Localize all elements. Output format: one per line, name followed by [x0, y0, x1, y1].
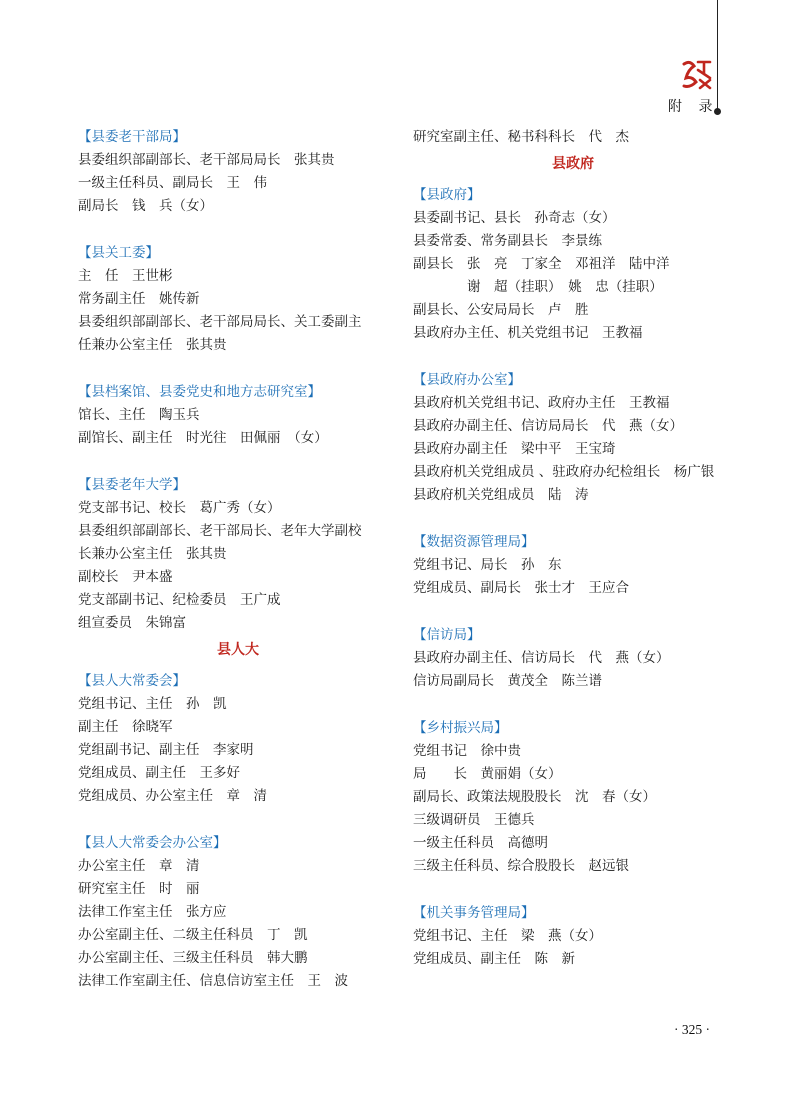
entry-line: 党组副书记、副主任 李家明	[78, 742, 254, 758]
entry-line: 办公室副主任、二级主任科员 丁 凯	[78, 927, 308, 943]
entry-line: 法律工作室主任 张方应	[78, 904, 227, 920]
entry-line: 党组成员、副主任 陈 新	[413, 951, 575, 967]
section-title: 【县人大常委会】	[78, 673, 186, 689]
entry-line: 副馆长、副主任 时光往 田佩丽 （女）	[78, 430, 328, 446]
entry-line: 组宣委员 朱锦富	[78, 615, 186, 631]
org-section	[413, 624, 733, 693]
entry-line: 常务副主任 姚传新	[78, 291, 200, 307]
org-section	[78, 126, 398, 218]
entry-line: 副县长 张 亮 丁家全 邓祖洋 陆中洋	[413, 256, 670, 272]
section-title: 【县委老干部局】	[78, 129, 186, 145]
org-section	[78, 474, 398, 635]
page-number: · 325 ·	[674, 1022, 710, 1037]
org-section	[78, 832, 398, 993]
entry-line: 局 长 黄丽娟（女）	[413, 766, 562, 782]
entry-line: 县委副书记、县长 孙奇志（女）	[413, 210, 616, 226]
entry-line: 党组成员、副主任 王多好	[78, 765, 240, 781]
entry-line: 党支部书记、校长 葛广秀（女）	[78, 500, 281, 516]
entry-line: 县委组织部副部长、老干部局局长 张其贵	[78, 152, 335, 168]
category-heading: 县政府	[552, 156, 594, 172]
entry-line: 党组书记、局长 孙 东	[413, 557, 562, 573]
org-section	[413, 902, 733, 971]
entry-line: 县政府办副主任、信访局局长 代 燕（女）	[413, 418, 683, 434]
entry-line: 研究室主任 时 丽	[78, 881, 200, 897]
section-title: 【县人大常委会办公室】	[78, 835, 227, 851]
yearbook-logo-icon	[680, 58, 714, 92]
section-title: 【信访局】	[413, 627, 481, 643]
entry-line: 副主任 徐晓军	[78, 719, 173, 735]
entry-line: 党组成员、副局长 张士才 王应合	[413, 580, 629, 596]
org-section	[413, 717, 733, 878]
entry-line: 长兼办公室主任 张其贵	[78, 546, 227, 562]
entry-line: 办公室副主任、三级主任科员 韩大鹏	[78, 950, 308, 966]
entry-line: 县政府办副主任、信访局长 代 燕（女）	[413, 650, 670, 666]
entry-line: 一级主任科员、副局长 王 伟	[78, 175, 267, 191]
entry-line: 信访局副局长 黄茂全 陈兰谱	[413, 673, 602, 689]
entry-line: 党支部副书记、纪检委员 王广成	[78, 592, 281, 608]
entry-line: 党组成员、办公室主任 章 清	[78, 788, 267, 804]
entry-line: 县委组织部副部长、老干部局局长、关工委副主	[78, 314, 362, 330]
entry-line: 县政府机关党组成员 、驻政府办纪检组长 杨广银	[413, 464, 715, 480]
entry-line: 研究室副主任、秘书科科长 代 杰	[413, 129, 629, 145]
entry-line: 副校长 尹本盛	[78, 569, 173, 585]
entry-line: 县政府机关党组成员 陆 涛	[413, 487, 589, 503]
entry-line: 三级主任科员、综合股股长 赵远银	[413, 858, 629, 874]
entry-line: 馆长、主任 陶玉兵	[78, 407, 200, 423]
entry-line: 县政府机关党组书记、政府办主任 王教福	[413, 395, 670, 411]
section-title: 【县政府办公室】	[413, 372, 521, 388]
section-title: 【县档案馆、县委党史和地方志研究室】	[78, 384, 321, 400]
org-section	[78, 381, 398, 450]
entry-line: 三级调研员 王德兵	[413, 812, 535, 828]
category-heading: 县人大	[217, 642, 259, 658]
org-section	[413, 531, 733, 600]
section-title: 【机关事务管理局】	[413, 905, 535, 921]
entry-line: 副县长、公安局局长 卢 胜	[413, 302, 589, 318]
entry-line: 一级主任科员 高德明	[413, 835, 548, 851]
entry-line: 县政府办副主任 梁中平 王宝琦	[413, 441, 616, 457]
section-title: 【乡村振兴局】	[413, 720, 508, 736]
org-section	[413, 369, 733, 507]
section-title: 【县委老年大学】	[78, 477, 186, 493]
left-column	[78, 126, 398, 993]
org-section	[78, 670, 398, 808]
entry-line: 副局长、政策法规股股长 沈 春（女）	[413, 789, 656, 805]
entry-line: 县委常委、常务副县长 李景练	[413, 233, 602, 249]
entry-line: 县委组织部副部长、老干部局长、老年大学副校	[78, 523, 362, 539]
entry-line: 党组书记 徐中贵	[413, 743, 521, 759]
entry-line: 党组书记、主任 梁 燕（女）	[413, 928, 602, 944]
section-title: 【县关工委】	[78, 245, 159, 261]
entry-line: 副局长 钱 兵（女）	[78, 198, 213, 214]
entry-line: 办公室主任 章 清	[78, 858, 200, 874]
section-title: 【数据资源管理局】	[413, 534, 535, 550]
entry-line: 主 任 王世彬	[78, 268, 173, 284]
right-column	[413, 126, 733, 971]
entry-line: 谢 超（挂职） 姚 忠（挂职）	[413, 279, 663, 295]
section-label: 附 录	[668, 99, 719, 115]
org-section	[78, 242, 398, 357]
entry-line: 法律工作室副主任、信息信访室主任 王 波	[78, 973, 348, 989]
section-title: 【县政府】	[413, 187, 481, 203]
entry-line: 党组书记、主任 孙 凯	[78, 696, 227, 712]
entry-line: 县政府办主任、机关党组书记 王教福	[413, 325, 643, 341]
org-section	[413, 184, 733, 345]
entry-line: 任兼办公室主任 张其贵	[78, 337, 227, 353]
